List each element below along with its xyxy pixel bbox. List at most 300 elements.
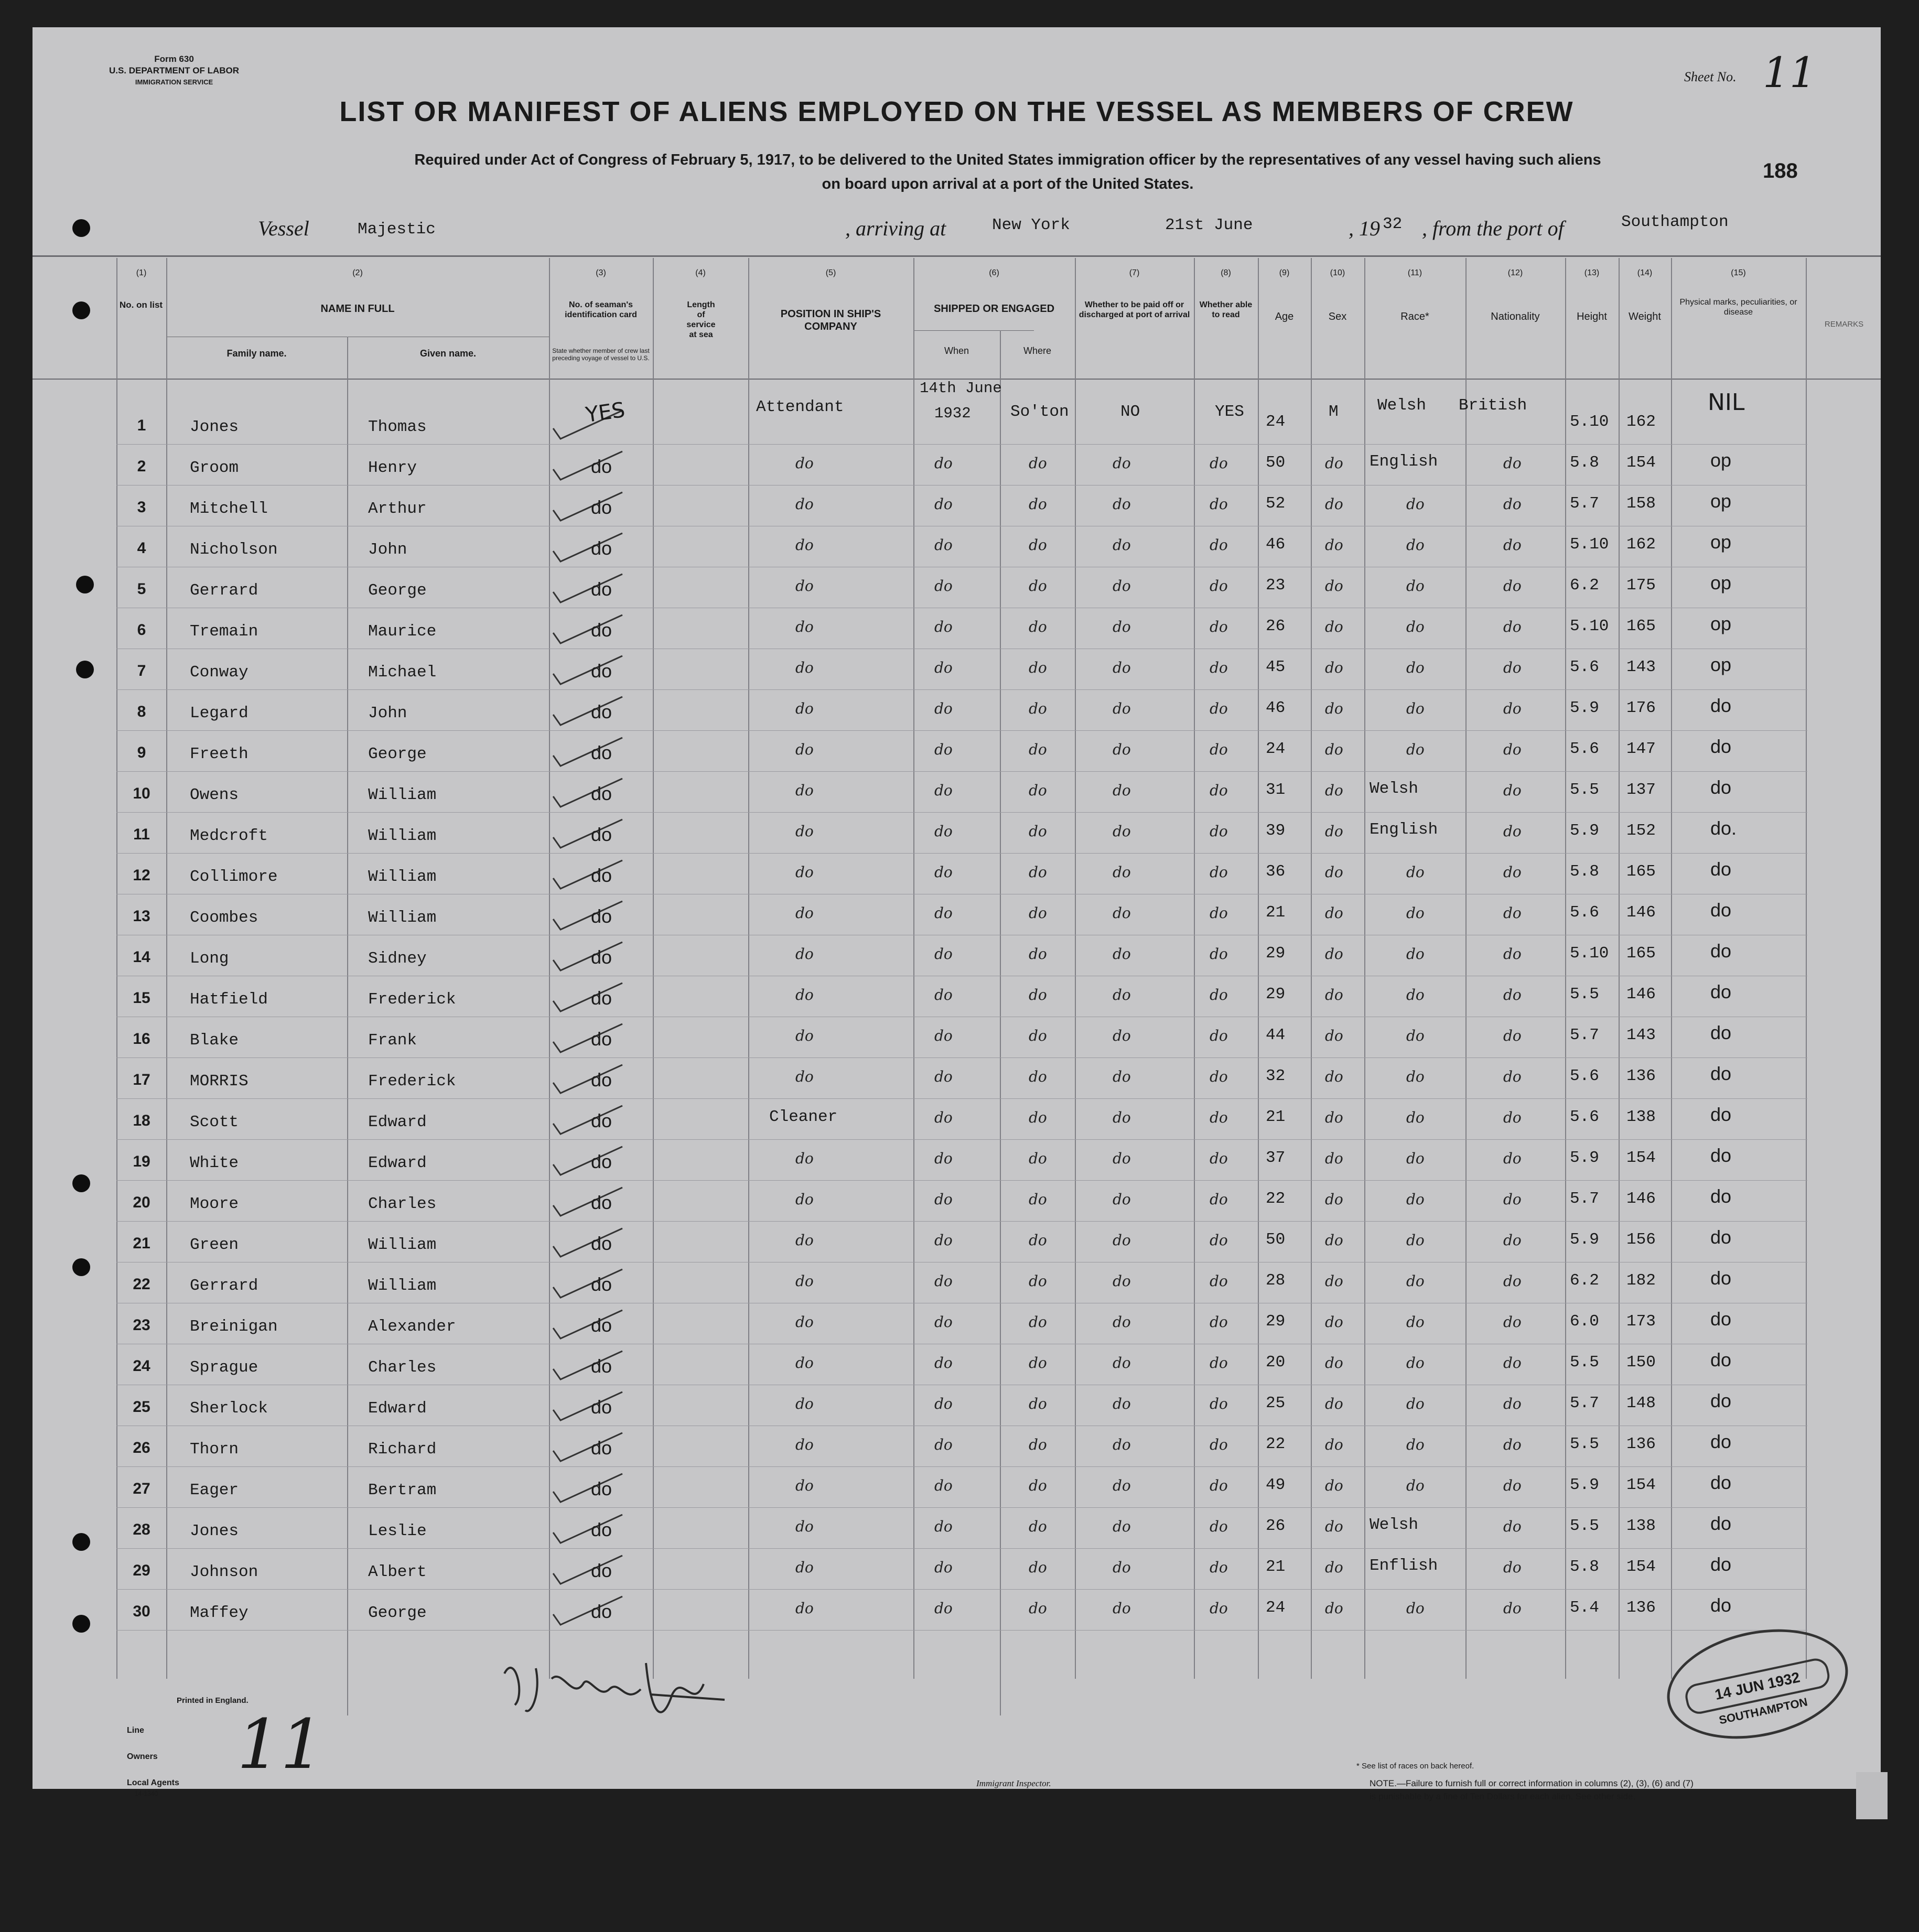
given-name: William [368,909,437,927]
family-name: Coombes [190,909,258,927]
age: 25 [1266,1394,1286,1412]
vessel-name: Majestic [358,220,436,239]
checkmark-icon [549,898,628,935]
column-number: (5) [825,268,836,277]
column-number: (8) [1221,268,1231,277]
weight: 162 [1626,535,1656,554]
given-name: Edward [368,1399,427,1418]
weight: 175 [1626,576,1656,595]
column-header-height: Height [1577,311,1607,322]
nationality-ditto: do [1503,577,1522,595]
paid-off-ditto: do [1113,577,1131,595]
where-ditto: do [1029,1354,1047,1372]
header-top-rule [33,255,1881,257]
sex-ditto: do [1325,945,1343,963]
when-ditto: do [934,1272,953,1290]
position-ditto: do [795,1436,814,1453]
card-ditto: do [591,1110,612,1131]
position-ditto: do [795,741,814,758]
family-name: Freeth [190,745,249,763]
row-number: 7 [137,662,146,679]
owners-label: Owners [127,1752,158,1761]
family-name: Breinigan [190,1318,278,1336]
weight: 143 [1626,1026,1656,1044]
nationality-ditto: do [1503,455,1522,472]
when-ditto: do [934,700,953,717]
given-name: Leslie [368,1522,427,1540]
given-name: Arthur [368,500,427,518]
race: Enflish [1370,1557,1438,1575]
position-ditto: do [795,1354,814,1372]
sex-ditto: do [1325,659,1343,676]
row-number: 5 [137,580,146,598]
column-header-when: When [944,346,969,356]
where-ditto: do [1029,495,1047,513]
nationality-ditto: do [1503,864,1522,881]
when-ditto: do [934,536,953,554]
height: 5.9 [1570,1231,1599,1249]
position-ditto: do [795,495,814,513]
service-name: IMMIGRATION SERVICE [135,78,213,86]
column-header-service: Length of service at sea [686,300,716,339]
checkmark-icon [549,1184,628,1221]
row-number: 17 [133,1071,150,1088]
row-number: 2 [137,458,146,475]
card-ditto: do [591,905,612,927]
paid-off-ditto: do [1113,741,1131,758]
race-footnote: * See list of races on back hereof. [1356,1762,1474,1771]
shipped-when-first: 14th June [920,380,1002,397]
given-name: George [368,1604,427,1622]
card-ditto: do [591,578,612,600]
sex-ditto: do [1325,1109,1343,1126]
manifest-sheet [33,27,1881,1801]
paid-off-ditto: do [1113,1313,1131,1331]
race-ditto: do [1406,618,1425,635]
age: 46 [1266,535,1286,554]
when-ditto: do [934,1191,953,1208]
page-title: LIST OR MANIFEST OF ALIENS EMPLOYED ON THE VESSEL AS MEMBERS OF CREW [339,96,1574,127]
row-number: 13 [133,908,150,925]
row-rule [116,1589,1807,1590]
height: 5.9 [1570,1476,1599,1494]
row-rule [116,1057,1807,1058]
weight: 146 [1626,1190,1656,1208]
stamped-number: 188 [1763,159,1798,182]
given-name: Charles [368,1358,437,1377]
checkmark-icon [549,857,628,894]
race-ditto: do [1406,1150,1425,1167]
punch-hole [72,219,90,237]
physical-marks: do [1710,1513,1732,1534]
row-rule [116,1630,1807,1631]
local-agents-label: Local Agents [127,1778,179,1787]
position-ditto: do [795,1272,814,1290]
nationality-ditto: do [1503,1150,1522,1167]
height: 5.9 [1570,822,1599,840]
arrival-year: 32 [1383,215,1403,233]
form-number: Form 630 [154,54,194,64]
race-ditto: do [1406,1272,1425,1290]
family-name: Thorn [190,1440,239,1459]
age: 20 [1266,1353,1286,1372]
family-name: Sherlock [190,1399,268,1418]
departure-port: Southampton [1621,213,1729,231]
position-ditto: do [795,1518,814,1535]
row-number: 29 [133,1562,150,1579]
paid-off-first: NO [1120,403,1140,421]
physical-marks: do [1710,1022,1732,1043]
family-name: MORRIS [190,1072,249,1091]
row-rule [116,1221,1807,1222]
read-ditto: do [1210,1232,1228,1249]
weight: 152 [1626,822,1656,840]
column-header-marks: Physical marks, peculiarities, or disease [1679,298,1797,317]
column-number: (1) [136,268,147,277]
family-name: Maffey [190,1604,249,1622]
sex-ditto: do [1325,1027,1343,1044]
card-ditto: do [591,1151,612,1172]
position-ditto: do [795,782,814,799]
weight: 150 [1626,1353,1656,1372]
nationality-ditto: do [1503,495,1522,513]
checkmark-icon [549,1307,628,1344]
read-ditto: do [1210,741,1228,758]
card-ditto: do [591,742,612,763]
column-number: (14) [1637,268,1653,277]
height: 5.6 [1570,1067,1599,1085]
column-header-weight: Weight [1629,311,1661,322]
shipped-when-year: 1932 [934,405,971,422]
nationality-ditto: do [1503,1068,1522,1085]
card-ditto: do [591,1069,612,1091]
sex-ditto: do [1325,1272,1343,1290]
position: Cleaner [769,1108,838,1126]
race-ditto: do [1406,986,1425,1003]
card-ditto: do [591,1355,612,1377]
handwritten-sheet-number: 11 [237,1704,324,1784]
when-ditto: do [934,1395,953,1412]
punch-hole [72,301,90,319]
paid-off-ditto: do [1113,1600,1131,1617]
row-rule [116,689,1807,690]
age: 46 [1266,699,1286,717]
row-number: 16 [133,1030,150,1048]
given-name: William [368,868,437,886]
sex-ditto: do [1325,1600,1343,1617]
when-ditto: do [934,864,953,881]
age: 50 [1266,454,1286,472]
given-name: Frederick [368,1072,456,1091]
row-number: 19 [133,1153,150,1170]
family-name: White [190,1154,239,1172]
family-name: Gerrard [190,581,258,600]
age: 29 [1266,985,1286,1003]
age: 21 [1266,1558,1286,1576]
given-name: Thomas [368,418,427,436]
age: 50 [1266,1231,1286,1249]
paid-off-ditto: do [1113,823,1131,840]
weight: 162 [1626,413,1656,431]
paid-off-ditto: do [1113,495,1131,513]
age: 45 [1266,658,1286,676]
when-ditto: do [934,1559,953,1576]
when-ditto: do [934,823,953,840]
position-ditto: do [795,1232,814,1249]
sex-ditto: do [1325,782,1343,799]
card-ditto: do [591,1273,612,1295]
paid-off-ditto: do [1113,986,1131,1003]
given-name: William [368,1236,437,1254]
family-name: Hatfield [190,990,268,1009]
race-ditto: do [1406,1191,1425,1208]
age: 49 [1266,1476,1286,1494]
age: 32 [1266,1067,1286,1085]
race-ditto: do [1406,1313,1425,1331]
race-ditto: do [1406,1354,1425,1372]
height: 5.5 [1570,1435,1599,1453]
physical-marks: do. [1710,817,1737,839]
when-ditto: do [934,1518,953,1535]
where-ditto: do [1029,1518,1047,1535]
given-name: Sidney [368,949,427,968]
physical-marks: do [1710,1185,1732,1207]
column-divider [1311,258,1312,1679]
family-name: Moore [190,1195,239,1213]
sex-ditto: do [1325,1354,1343,1372]
weight: 154 [1626,1149,1656,1167]
race: English [1370,452,1438,471]
nationality-ditto: do [1503,659,1522,676]
row-rule [116,444,1807,445]
paid-off-ditto: do [1113,1559,1131,1576]
vessel-label: Vessel [258,217,309,240]
column-number: (12) [1507,268,1523,277]
card-ditto: do [591,660,612,682]
card-ditto: do [591,1192,612,1213]
physical-marks: do [1710,1104,1732,1125]
card-ditto: do [591,497,612,518]
when-ditto: do [934,1436,953,1453]
read-ditto: do [1210,1518,1228,1535]
age: 37 [1266,1149,1286,1167]
family-name: Medcroft [190,827,268,845]
family-name: Owens [190,786,239,804]
height: 5.10 [1570,413,1609,431]
paid-off-ditto: do [1113,618,1131,635]
height: 5.8 [1570,862,1599,881]
where-ditto: do [1029,1272,1047,1290]
punch-hole [76,661,94,678]
nationality-ditto: do [1503,986,1522,1003]
read-ditto: do [1210,1313,1228,1331]
height: 5.6 [1570,740,1599,758]
column-divider [1465,258,1467,1679]
column-header-given: Given name. [419,348,477,359]
row-number: 6 [137,621,146,639]
punch-hole [72,1533,90,1551]
from-label: , from the port of [1422,217,1564,240]
position-ditto: do [795,536,814,554]
card-ditto: do [591,824,612,845]
nationality-ditto: do [1503,823,1522,840]
sex-ditto: do [1325,455,1343,472]
physical-marks: do [1710,858,1732,880]
race-ditto: do [1406,864,1425,881]
column-header-paid-off: Whether to be paid off or discharged at port of arrival [1079,300,1190,319]
where-ditto: do [1029,782,1047,799]
punch-hole [72,1615,90,1633]
paid-off-ditto: do [1113,1272,1131,1290]
read-ditto: do [1210,1027,1228,1044]
race: Welsh [1370,1516,1419,1534]
sex-ditto: do [1325,1395,1343,1412]
row-number: 24 [133,1357,150,1375]
race-ditto: do [1406,1109,1425,1126]
weight: 138 [1626,1517,1656,1535]
weight: 173 [1626,1312,1656,1331]
height: 5.5 [1570,781,1599,799]
nationality-ditto: do [1503,904,1522,922]
physical-marks: op [1710,654,1732,675]
nationality-ditto: do [1503,700,1522,717]
line-label: Line [127,1726,144,1735]
shipped-subrule [913,330,1034,331]
where-ditto: do [1029,1109,1047,1126]
where-ditto: do [1029,945,1047,963]
sex-ditto: do [1325,1150,1343,1167]
read-ditto: do [1210,1272,1228,1290]
where-ditto: do [1029,455,1047,472]
age: 26 [1266,1517,1286,1535]
position-ditto: do [795,823,814,840]
physical-marks: do [1710,940,1732,962]
weight: 154 [1626,1476,1656,1494]
sex-ditto: do [1325,1518,1343,1535]
given-name: Edward [368,1154,427,1172]
given-name: William [368,1277,437,1295]
when-ditto: do [934,1109,953,1126]
read-ditto: do [1210,1109,1228,1126]
race: Welsh [1370,780,1419,798]
age: 52 [1266,494,1286,513]
row-rule [116,1180,1807,1181]
card-ditto: do [591,987,612,1009]
card-ditto: do [591,1601,612,1622]
physical-marks: do [1710,1553,1732,1575]
when-ditto: do [934,1313,953,1331]
height: 5.8 [1570,1558,1599,1576]
given-name: George [368,745,427,763]
weight: 156 [1626,1231,1656,1249]
family-name: Scott [190,1113,239,1131]
physical-marks: do [1710,1472,1732,1493]
row-number: 4 [137,539,146,557]
stamp-date: 14 JUN 1932 [1683,1656,1832,1717]
position-ditto: do [795,986,814,1003]
given-name: Frederick [368,990,456,1009]
checkmark-icon [549,775,628,812]
read-ditto: do [1210,1559,1228,1576]
row-rule [116,1466,1807,1467]
given-name: Bertram [368,1481,437,1499]
race-ditto: do [1406,577,1425,595]
family-name: Collimore [190,868,278,886]
subtitle-line-2: on board upon arrival at a port of the United States. [822,176,1194,192]
given-name: George [368,581,427,600]
when-ditto: do [934,659,953,676]
weight: 176 [1626,699,1656,717]
row-number: 15 [133,989,150,1007]
row-number: 25 [133,1398,150,1416]
height: 5.7 [1570,1026,1599,1044]
checkmark-icon [549,939,628,976]
row-number: 10 [133,785,150,802]
card-ditto: do [591,946,612,968]
height: 6.2 [1570,1271,1599,1290]
given-name: Albert [368,1563,427,1581]
position-ditto: do [795,577,814,595]
read-ditto: do [1210,1436,1228,1453]
read-ditto: do [1210,536,1228,554]
card-ditto: do [591,701,612,722]
weight: 138 [1626,1108,1656,1126]
nationality-ditto: do [1503,618,1522,635]
paid-off-ditto: do [1113,659,1131,676]
read-ditto: do [1210,823,1228,840]
row-number: 22 [133,1276,150,1293]
position-ditto: do [795,455,814,472]
checkmark-icon [549,1225,628,1262]
column-divider [1806,258,1807,1679]
read-ditto: do [1210,700,1228,717]
nationality-ditto: do [1503,1027,1522,1044]
nationality-ditto: do [1503,1518,1522,1535]
age: 39 [1266,822,1286,840]
physical-marks: do [1710,981,1732,1002]
weight: 158 [1626,494,1656,513]
position-ditto: do [795,618,814,635]
weight: 182 [1626,1271,1656,1290]
race-ditto: do [1406,741,1425,758]
family-name: Mitchell [190,500,268,518]
physical-marks: do [1710,1226,1732,1248]
checkmark-icon [549,1430,628,1466]
card-ditto: do [591,783,612,804]
column-note-card: State whether member of crew last preceding voyage of vessel to U.S. [552,347,650,362]
weight: 154 [1626,454,1656,472]
read-ditto: do [1210,659,1228,676]
when-ditto: do [934,904,953,922]
position-ditto: do [795,659,814,676]
paid-off-ditto: do [1113,945,1131,963]
column-number: (10) [1330,268,1345,277]
race-ditto: do [1406,495,1425,513]
age: 29 [1266,1312,1286,1331]
column-header-age: Age [1275,311,1294,322]
paid-off-ditto: do [1113,1068,1131,1085]
card-ditto: do [591,1519,612,1540]
paid-off-ditto: do [1113,1395,1131,1412]
column-number: (9) [1279,268,1290,277]
race-ditto: do [1406,1436,1425,1453]
southampton-stamp [1657,1614,1858,1754]
given-name: Frank [368,1031,417,1050]
age: 24 [1266,740,1286,758]
row-number: 12 [133,867,150,884]
race-ditto: do [1406,1232,1425,1249]
physical-marks: do [1710,1308,1732,1330]
